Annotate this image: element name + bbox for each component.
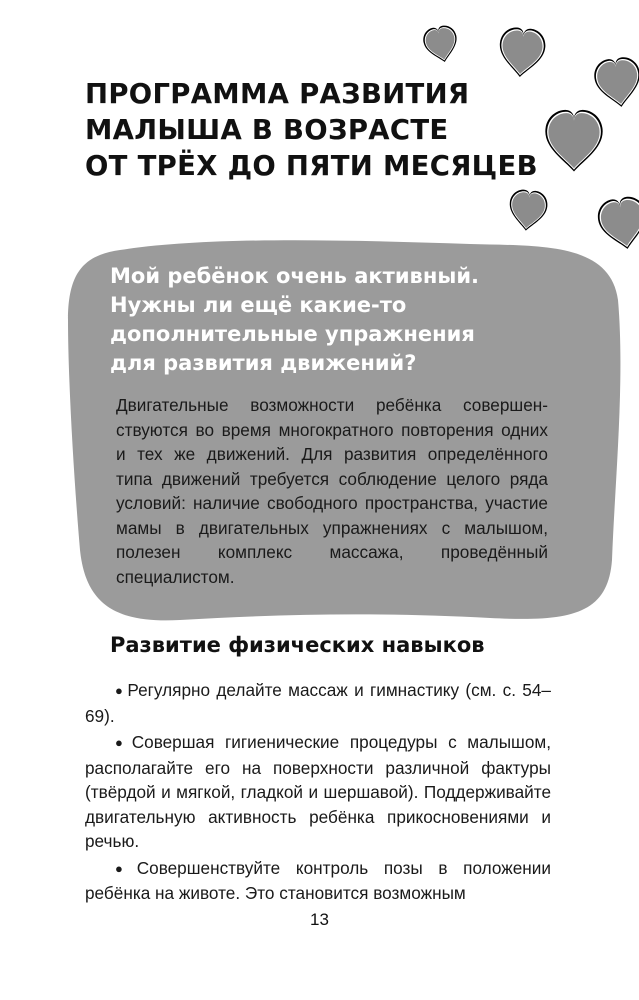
question-line: для развития движений? [110, 351, 417, 375]
bullet-paragraph [85, 678, 551, 728]
callout-answer: Двигательные возможности ребёнка совершенствуются во время многократного повторения одних и тех же движений. Для развития определённого типа движений требуется соблюдение целого ряда условий: наличие свободного пространства, участие мамы в двигательных упражнениях с малышом, полезен комплекс массажа, проведённый специалистом. [116, 395, 548, 587]
question-line: Нужны ли ещё какие-то [110, 293, 407, 317]
heart-icon [507, 188, 549, 232]
page-title [85, 76, 538, 184]
bullet-icon: ● [115, 860, 134, 876]
paragraph-text: Совершенствуйте контроль позы в положении ребёнка на животе. Это становится возможным [85, 857, 551, 903]
title-line: ОТ ТРЁХ ДО ПЯТИ МЕСЯЦЕВ [85, 150, 538, 182]
bullet-paragraph [85, 730, 551, 854]
page-number: 13 [310, 910, 329, 929]
paragraph-text: Совершая гигиенические процедуры с малышом, располагайте его на поверхности различной фактуры (твёрдой и мягкой, гладкой и шершавой). Поддерживайте двигательную активность ребёнка прикосновениями и речью. [85, 732, 551, 851]
heart-icon [545, 110, 602, 172]
section-body [85, 678, 551, 908]
heart-icon [592, 55, 639, 110]
title-line: МАЛЫША В ВОЗРАСТЕ [85, 114, 449, 146]
bullet-paragraph [85, 856, 551, 906]
section-title: Развитие физических навыков [110, 633, 485, 657]
question-line: дополнительные упражнения [110, 322, 475, 346]
callout-question [110, 262, 550, 378]
paragraph-text: Регулярно делайте массаж и гимнастику (см. с. 54–69). [85, 680, 551, 726]
heart-icon [497, 26, 547, 79]
title-line: ПРОГРАММА РАЗВИТИЯ [85, 78, 470, 110]
heart-icon [421, 23, 461, 65]
bullet-icon: ● [115, 735, 129, 750]
question-line: Мой ребёнок очень активный. [110, 264, 480, 288]
bullet-icon: ● [115, 683, 125, 698]
